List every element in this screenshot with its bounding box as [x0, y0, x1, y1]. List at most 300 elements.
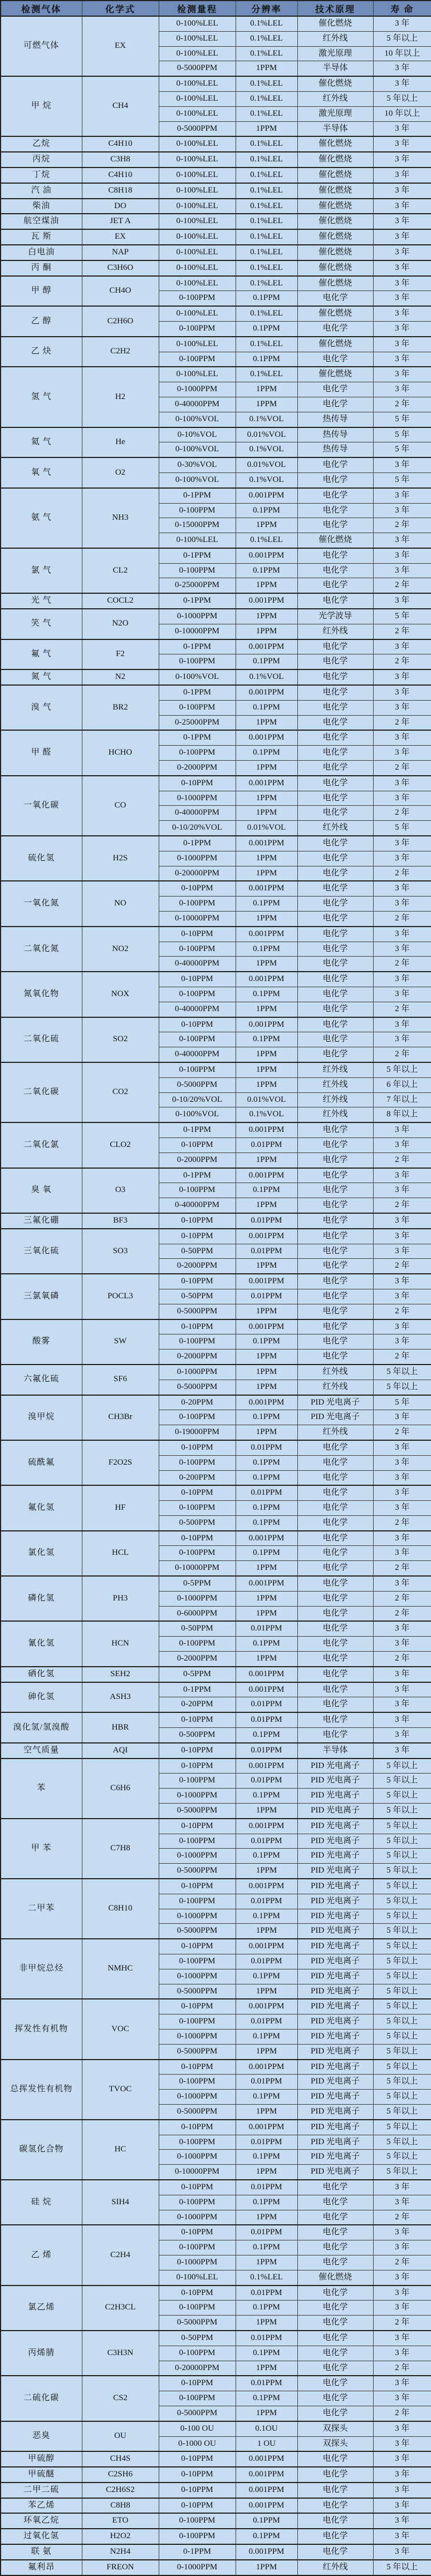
principle-cell: 电化学 — [297, 2544, 373, 2560]
gas-name-cell: 氯乙烯 — [1, 2286, 82, 2331]
principle-cell: PID 光电离子 — [297, 2044, 373, 2059]
life-cell: 3 年 — [373, 1289, 431, 1304]
resolution-cell: 0.001PPM — [236, 730, 297, 745]
principle-cell: PID 光电离子 — [297, 1894, 373, 1909]
range-cell: 0-2000PPM — [159, 1652, 236, 1667]
range-cell: 0-1000PPM — [159, 1591, 236, 1606]
resolution-cell: 0.01PPM — [236, 2075, 297, 2090]
formula-cell: C3H6O — [82, 260, 159, 276]
range-cell: 0-1000PPM — [159, 791, 236, 806]
formula-cell: CL2 — [82, 548, 159, 593]
resolution-cell: 1PPM — [236, 624, 297, 639]
gas-name-cell: 一氧化氮 — [1, 881, 82, 926]
life-cell: 2 年 — [373, 1304, 431, 1319]
resolution-cell: 0.1PPM — [236, 1728, 297, 1743]
principle-cell: PID 光电离子 — [297, 1939, 373, 1954]
table-row — [1, 669, 431, 685]
gas-name-cell: 乙 醇 — [1, 306, 82, 337]
formula-cell: SO3 — [82, 1229, 159, 1274]
table-row — [1, 1440, 431, 1455]
life-cell: 3 年 — [373, 2436, 431, 2451]
col-header: 化学式 — [82, 1, 159, 16]
life-cell: 3 年 — [373, 457, 431, 472]
formula-cell: POCL3 — [82, 1274, 159, 1319]
principle-cell: 催化燃烧 — [297, 136, 373, 152]
life-cell: 8 年以上 — [373, 1107, 431, 1122]
range-cell: 0-100%LEL — [159, 168, 236, 183]
principle-cell: 电化学 — [297, 639, 373, 654]
life-cell: 2 年 — [373, 2210, 431, 2225]
resolution-cell: 0.01PPM — [236, 1954, 297, 1969]
principle-cell: 催化燃烧 — [297, 199, 373, 214]
resolution-cell: 0.001PPM — [236, 836, 297, 851]
range-cell: 0-10PPM — [159, 2060, 236, 2075]
life-cell: 3 年 — [373, 199, 431, 214]
gas-name-cell: 可燃气体 — [1, 16, 82, 76]
resolution-cell: 0.001PPM — [236, 488, 297, 503]
range-cell: 0-200PPM — [159, 1470, 236, 1485]
principle-cell: 电化学 — [297, 1274, 373, 1289]
gas-name-cell: 联 氨 — [1, 2544, 82, 2560]
life-cell: 3 年 — [373, 700, 431, 715]
resolution-cell: 1PPM — [236, 1606, 297, 1621]
range-cell: 0-1000PPM — [159, 1909, 236, 1924]
resolution-cell: 0.01PPM — [236, 1440, 297, 1455]
table-row — [1, 1682, 431, 1697]
resolution-cell: 0.001PPM — [236, 2498, 297, 2514]
formula-cell: C8H18 — [82, 183, 159, 199]
principle-cell: 电化学 — [297, 1728, 373, 1743]
resolution-cell: 0.01PPM — [236, 1894, 297, 1909]
table-row — [1, 2421, 431, 2436]
table-row — [1, 306, 431, 321]
principle-cell: 电化学 — [297, 1455, 373, 1470]
range-cell: 0-10PPM — [159, 2120, 236, 2135]
range-cell: 0-100PPM — [159, 2346, 236, 2361]
range-cell: 0-100PPM — [159, 2240, 236, 2255]
life-cell: 5 年以上 — [373, 1062, 431, 1077]
principle-cell: 电化学 — [297, 654, 373, 669]
principle-cell: 红外线 — [297, 821, 373, 836]
range-cell: 0-1000PPM — [159, 1849, 236, 1864]
resolution-cell: 0.1PPM — [236, 1637, 297, 1652]
gas-name-cell: 二甲苯 — [1, 1879, 82, 1939]
life-cell: 3 年 — [373, 669, 431, 685]
principle-cell: 双探头 — [297, 2436, 373, 2451]
resolution-cell: 1PPM — [236, 1077, 297, 1092]
table-row — [1, 1213, 431, 1229]
range-cell: 0-100%LEL — [159, 260, 236, 276]
table-row — [1, 1743, 431, 1759]
formula-cell: C2H6S2 — [82, 2483, 159, 2498]
range-cell: 0-1000PPM — [159, 2090, 236, 2105]
life-cell: 5 年以上 — [373, 1789, 431, 1804]
resolution-cell: 1PPM — [236, 1002, 297, 1017]
life-cell: 10 年以上 — [373, 46, 431, 61]
resolution-cell: 1PPM — [236, 1304, 297, 1319]
table-row — [1, 1531, 431, 1546]
life-cell: 3 年 — [373, 382, 431, 397]
life-cell: 5 年以上 — [373, 2090, 431, 2105]
life-cell: 3 年 — [373, 503, 431, 518]
range-cell: 0-100PPM — [159, 700, 236, 715]
range-cell: 0-5PPM — [159, 1576, 236, 1591]
resolution-cell: 0.1PPM — [236, 2301, 297, 2316]
range-cell: 0-20PPM — [159, 1697, 236, 1712]
life-cell: 3 年 — [373, 1470, 431, 1485]
life-cell: 3 年 — [373, 276, 431, 291]
principle-cell: 催化燃烧 — [297, 367, 373, 382]
resolution-cell: 0.1%LEL — [236, 337, 297, 352]
resolution-cell: 0.1%LEL — [236, 136, 297, 152]
life-cell: 3 年 — [373, 214, 431, 229]
range-cell: 0-100PPM — [159, 563, 236, 578]
resolution-cell: 0.1PPM — [236, 1032, 297, 1047]
resolution-cell: 1PPM — [236, 1259, 297, 1274]
resolution-cell: 0.01PPM — [236, 1244, 297, 1259]
formula-cell: F2 — [82, 639, 159, 670]
resolution-cell: 0.1%LEL — [236, 2270, 297, 2285]
range-cell: 0-100%VOL — [159, 1107, 236, 1122]
life-cell: 3 年 — [373, 152, 431, 168]
range-cell: 0-1PPM — [159, 1682, 236, 1697]
range-cell: 0-2000PPM — [159, 1259, 236, 1274]
range-cell: 0-10PPM — [159, 2498, 236, 2514]
range-cell: 0-6000PPM — [159, 1606, 236, 1621]
gas-name-cell: 空气质量 — [1, 1743, 82, 1759]
life-cell: 3 年 — [373, 1032, 431, 1047]
life-cell: 3 年 — [373, 136, 431, 152]
range-cell: 0-10PPM — [159, 927, 236, 942]
gas-name-cell: 氨 气 — [1, 488, 82, 548]
life-cell: 3 年 — [373, 1244, 431, 1259]
table-row — [1, 199, 431, 214]
life-cell: 3 年 — [373, 245, 431, 260]
life-cell: 3 年 — [373, 791, 431, 806]
principle-cell: 红外线 — [297, 624, 373, 639]
range-cell: 0-500PPM — [159, 1728, 236, 1743]
range-cell: 0-100%LEL — [159, 214, 236, 229]
resolution-cell: 0.1%LEL — [236, 152, 297, 168]
gas-name-cell: 丁烷 — [1, 168, 82, 183]
resolution-cell: 0.001PPM — [236, 1168, 297, 1183]
table-row — [1, 2286, 431, 2301]
life-cell: 5 年 — [373, 1395, 431, 1410]
gas-name-cell: 苯 — [1, 1759, 82, 1819]
resolution-cell: 0.1PPM — [236, 1909, 297, 1924]
gas-name-cell: 氟 气 — [1, 639, 82, 670]
gas-name-cell: 磷化氢 — [1, 1576, 82, 1621]
range-cell: 0-20000PPM — [159, 2361, 236, 2376]
range-cell: 0-10PPM — [159, 1759, 236, 1774]
table-row — [1, 427, 431, 442]
formula-cell: ETO — [82, 2513, 159, 2529]
table-row — [1, 836, 431, 851]
table-row — [1, 1712, 431, 1727]
principle-cell: PID 光电离子 — [297, 2029, 373, 2044]
life-cell: 3 年 — [373, 2391, 431, 2406]
life-cell: 3 年 — [373, 2225, 431, 2240]
range-cell: 0-100PPM — [159, 1774, 236, 1789]
range-cell: 0-100PPM — [159, 2513, 236, 2529]
gas-name-cell: 氟化氢 — [1, 1485, 82, 1530]
gas-name-cell: 甲 醛 — [1, 730, 82, 775]
resolution-cell: 0.001PPM — [236, 776, 297, 791]
formula-cell: C7H8 — [82, 1819, 159, 1879]
gas-name-cell: 甲 烷 — [1, 76, 82, 136]
life-cell: 2 年 — [373, 806, 431, 821]
range-cell: 0-19000PPM — [159, 1425, 236, 1440]
principle-cell: PID 光电离子 — [297, 2165, 373, 2180]
range-cell: 0-40000PPM — [159, 806, 236, 821]
principle-cell: PID 光电离子 — [297, 1834, 373, 1849]
resolution-cell: 0.1PPM — [236, 291, 297, 306]
resolution-cell: 1PPM — [236, 2165, 297, 2180]
range-cell: 0-100%VOL — [159, 442, 236, 457]
life-cell: 3 年 — [373, 881, 431, 896]
resolution-cell: 1PPM — [236, 1047, 297, 1062]
range-cell: 0-100PPM — [159, 1834, 236, 1849]
range-cell: 0-1PPM — [159, 685, 236, 700]
formula-cell: C8H8 — [82, 2498, 159, 2514]
life-cell: 3 年 — [373, 1697, 431, 1712]
resolution-cell: 1PPM — [236, 791, 297, 806]
gas-name-cell: 二氧化碳 — [1, 1062, 82, 1122]
principle-cell: 电化学 — [297, 291, 373, 306]
table-row — [1, 2331, 431, 2346]
resolution-cell: 1PPM — [236, 518, 297, 533]
formula-cell: H2S — [82, 836, 159, 881]
life-cell: 5 年以上 — [373, 1774, 431, 1789]
resolution-cell: 1PPM — [236, 1924, 297, 1939]
principle-cell: 电化学 — [297, 1470, 373, 1485]
gas-name-cell: 恶臭 — [1, 2421, 82, 2452]
range-cell: 0-100PPM — [159, 1062, 236, 1077]
principle-cell: 电化学 — [297, 1440, 373, 1455]
resolution-cell: 0.1PPM — [236, 1334, 297, 1349]
principle-cell: PID 光电离子 — [297, 1909, 373, 1924]
principle-cell: 催化燃烧 — [297, 337, 373, 352]
principle-cell: 电化学 — [297, 1002, 373, 1017]
formula-cell: C3H8 — [82, 152, 159, 168]
life-cell: 5 年以上 — [373, 2135, 431, 2150]
principle-cell: 电化学 — [297, 1229, 373, 1244]
range-cell: 0-100PPM — [159, 1501, 236, 1516]
gas-name-cell: 酸雾 — [1, 1319, 82, 1365]
gas-name-cell: 光 气 — [1, 593, 82, 609]
life-cell: 3 年 — [373, 533, 431, 548]
resolution-cell: 0.001PPM — [236, 1576, 297, 1591]
resolution-cell: 0.1PPM — [236, 2346, 297, 2361]
range-cell: 0-2000PPM — [159, 1152, 236, 1168]
col-header: 技术原理 — [297, 1, 373, 16]
range-cell: 0-100%LEL — [159, 229, 236, 245]
range-cell: 0-100 OU — [159, 2421, 236, 2436]
resolution-cell: 0.001PPM — [236, 1319, 297, 1334]
life-cell: 10 年以上 — [373, 106, 431, 121]
table-row — [1, 2560, 431, 2575]
principle-cell: 电化学 — [297, 942, 373, 957]
range-cell: 0-2000PPM — [159, 761, 236, 776]
range-cell: 0-5000PPM — [159, 2316, 236, 2331]
principle-cell: 电化学 — [297, 1032, 373, 1047]
resolution-cell: 0.1PPM — [236, 503, 297, 518]
principle-cell: 电化学 — [297, 593, 373, 609]
table-row — [1, 152, 431, 168]
range-cell: 0-1PPM — [159, 488, 236, 503]
resolution-cell: 0.01PPM — [236, 1137, 297, 1152]
principle-cell: 电化学 — [297, 1122, 373, 1137]
resolution-cell: 1PPM — [236, 912, 297, 927]
principle-cell: 半导体 — [297, 61, 373, 76]
principle-cell: 红外线 — [297, 1380, 373, 1395]
table-row — [1, 1017, 431, 1032]
formula-cell: VOC — [82, 1999, 159, 2059]
life-cell: 5 年以上 — [373, 1365, 431, 1380]
resolution-cell: 1PPM — [236, 382, 297, 397]
life-cell: 3 年 — [373, 337, 431, 352]
resolution-cell: 0.1PPM — [236, 1849, 297, 1864]
formula-cell: CO — [82, 776, 159, 836]
resolution-cell: 0.1%LEL — [236, 199, 297, 214]
resolution-cell: 1PPM — [236, 715, 297, 730]
gas-name-cell: 甲硫醇 — [1, 2451, 82, 2467]
gas-name-cell: 甲 苯 — [1, 1819, 82, 1879]
formula-cell: NO2 — [82, 927, 159, 972]
life-cell: 3 年 — [373, 1667, 431, 1682]
range-cell: 0-1PPM — [159, 2544, 236, 2560]
resolution-cell: 0.001PPM — [236, 1999, 297, 2014]
range-cell: 0-100%LEL — [159, 152, 236, 168]
table-row — [1, 2498, 431, 2514]
principle-cell: PID 光电离子 — [297, 2060, 373, 2075]
principle-cell: 电化学 — [297, 730, 373, 745]
formula-cell: BF3 — [82, 1213, 159, 1229]
range-cell: 0-100%LEL — [159, 306, 236, 321]
resolution-cell: 0.001PPM — [236, 1274, 297, 1289]
range-cell: 0-1000PPM — [159, 2150, 236, 2165]
resolution-cell: 1PPM — [236, 1349, 297, 1365]
life-cell: 5 年 — [373, 609, 431, 624]
formula-cell: HF — [82, 1485, 159, 1530]
range-cell: 0-1PPM — [159, 836, 236, 851]
life-cell: 2 年 — [373, 1152, 431, 1168]
gas-name-cell: 乙烷 — [1, 136, 82, 152]
formula-cell: CH4O — [82, 276, 159, 307]
life-cell: 5 年以上 — [373, 1864, 431, 1879]
principle-cell: PID 光电离子 — [297, 1864, 373, 1879]
life-cell: 5 年以上 — [373, 2029, 431, 2044]
resolution-cell: 0.01PPM — [236, 2286, 297, 2301]
principle-cell: 电化学 — [297, 685, 373, 700]
resolution-cell: 0.1PPM — [236, 1455, 297, 1470]
range-cell: 0-10PPM — [159, 2286, 236, 2301]
range-cell: 0-50PPM — [159, 1289, 236, 1304]
life-cell: 3 年 — [373, 987, 431, 1002]
range-cell: 0-10000PPM — [159, 912, 236, 927]
formula-cell: AQI — [82, 1743, 159, 1759]
range-cell: 0-100%VOL — [159, 412, 236, 427]
life-cell: 3 年 — [373, 1712, 431, 1727]
principle-cell: 催化燃烧 — [297, 168, 373, 183]
formula-cell: NMHC — [82, 1939, 159, 1999]
range-cell: 0-1000PPM — [159, 2029, 236, 2044]
principle-cell: 电化学 — [297, 2195, 373, 2210]
principle-cell: 电化学 — [297, 1168, 373, 1183]
table-row — [1, 2544, 431, 2560]
resolution-cell: 1PPM — [236, 1652, 297, 1667]
formula-cell: ASH3 — [82, 1682, 159, 1713]
range-cell: 0-100PPM — [159, 1410, 236, 1425]
range-cell: 0-100PPM — [159, 352, 236, 367]
life-cell: 2 年 — [373, 1002, 431, 1017]
resolution-cell: 0.1PPM — [236, 1789, 297, 1804]
life-cell: 5 年 — [373, 412, 431, 427]
life-cell: 3 年 — [373, 942, 431, 957]
range-cell: 0-10PPM — [159, 1939, 236, 1954]
life-cell: 3 年 — [373, 61, 431, 76]
formula-cell: SIH4 — [82, 2180, 159, 2225]
life-cell: 5 年以上 — [373, 1999, 431, 2014]
range-cell: 0-10PPM — [159, 881, 236, 896]
resolution-cell: 0.01PPM — [236, 2331, 297, 2346]
principle-cell: 电化学 — [297, 2467, 373, 2483]
life-cell: 3 年 — [373, 1440, 431, 1455]
life-cell: 3 年 — [373, 183, 431, 199]
resolution-cell: 1PPM — [236, 1152, 297, 1168]
formula-cell: C2H2 — [82, 337, 159, 367]
formula-cell: CS2 — [82, 2376, 159, 2421]
resolution-cell: 0.01%VOL — [236, 1092, 297, 1107]
resolution-cell: 0.01PPM — [236, 2225, 297, 2240]
resolution-cell: 1PPM — [236, 397, 297, 412]
range-cell: 0-100PPM — [159, 2301, 236, 2316]
principle-cell: PID 光电离子 — [297, 1804, 373, 1819]
principle-cell: 电化学 — [297, 1546, 373, 1561]
formula-cell: SF6 — [82, 1365, 159, 1395]
life-cell: 3 年 — [373, 2421, 431, 2436]
table-row — [1, 1879, 431, 1894]
resolution-cell: 0.1PPM — [236, 746, 297, 761]
resolution-cell: 0.1%LEL — [236, 183, 297, 199]
life-cell: 2 年 — [373, 1591, 431, 1606]
gas-name-cell: 氮 气 — [1, 669, 82, 685]
formula-cell: C6H6 — [82, 1759, 159, 1819]
life-cell: 6 年以上 — [373, 1077, 431, 1092]
range-cell: 0-100PPM — [159, 2391, 236, 2406]
col-header: 检测量程 — [159, 1, 236, 16]
range-cell: 0-5000PPM — [159, 1077, 236, 1092]
range-cell: 0-10PPM — [159, 2225, 236, 2240]
formula-cell: OU — [82, 2421, 159, 2452]
formula-cell: DO — [82, 199, 159, 214]
range-cell: 0-10000PPM — [159, 1561, 236, 1576]
resolution-cell: 0.01PPM — [236, 1213, 297, 1229]
range-cell: 0-5000PPM — [159, 1924, 236, 1939]
resolution-cell: 0.1PPM — [236, 2195, 297, 2210]
range-cell: 0-5000PPM — [159, 1984, 236, 1999]
formula-cell: C4H10 — [82, 136, 159, 152]
principle-cell: 电化学 — [297, 2483, 373, 2498]
life-cell: 3 年 — [373, 548, 431, 563]
range-cell: 0-100%LEL — [159, 106, 236, 121]
principle-cell: 电化学 — [297, 2451, 373, 2467]
principle-cell: 电化学 — [297, 1047, 373, 1062]
life-cell: 3 年 — [373, 746, 431, 761]
principle-cell: 电化学 — [297, 352, 373, 367]
gas-name-cell: 硫化氢 — [1, 836, 82, 881]
life-cell: 3 年 — [373, 291, 431, 306]
